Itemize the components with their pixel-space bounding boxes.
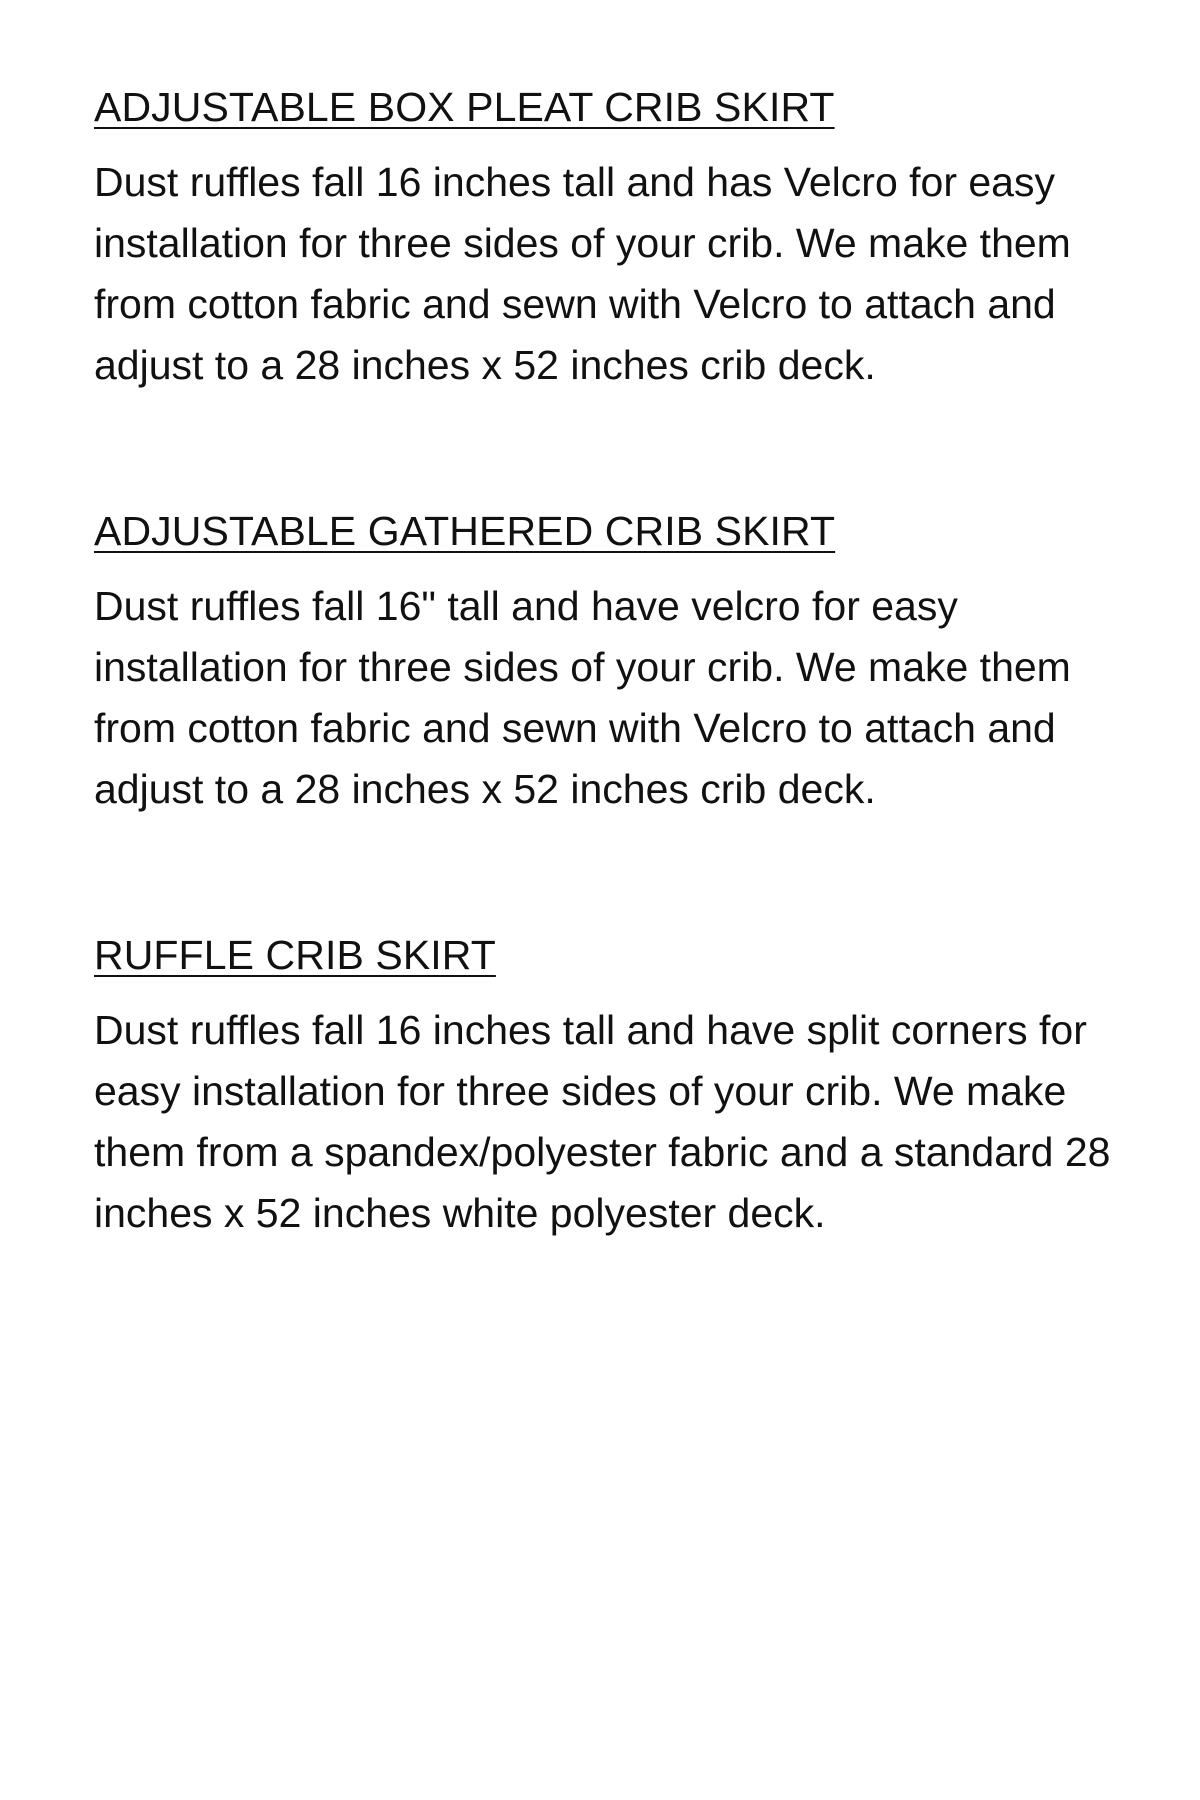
document-page <box>94 82 1134 1244</box>
section-gathered-crib-skirt <box>94 506 1134 820</box>
section-title: RUFFLE CRIB SKIRT <box>94 932 496 978</box>
section-title: ADJUSTABLE BOX PLEAT CRIB SKIRT <box>94 84 835 130</box>
section-body: Dust ruffles fall 16" tall and have velcro for easy installation for three sides of your crib. We make them from cotton fabric and sewn with Velcro to attach and adjust to a 28 inches x 52 inches crib deck. <box>94 583 1071 812</box>
section-title: ADJUSTABLE GATHERED CRIB SKIRT <box>94 508 836 554</box>
section-box-pleat-crib-skirt <box>94 82 1134 396</box>
section-body: Dust ruffles fall 16 inches tall and has Velcro for easy installation for three sides of your crib. We make them from cotton fabric and sewn with Velcro to attach and adjust to a 28 inches x 52 inches crib deck. <box>94 159 1071 388</box>
section-ruffle-crib-skirt <box>94 930 1134 1244</box>
section-body: Dust ruffles fall 16 inches tall and have split corners for easy installation for three sides of your crib. We make them from a spandex/polyester fabric and a standard 28 inches x 52 inches white polyester deck. <box>94 1007 1111 1236</box>
